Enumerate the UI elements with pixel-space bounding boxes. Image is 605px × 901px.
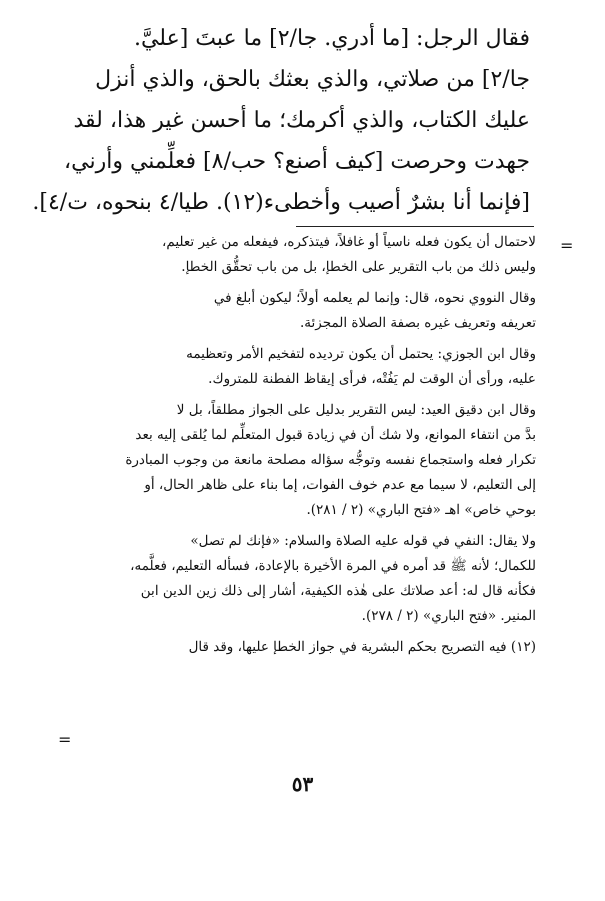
footnote-line: إلى التعليم، لا سيما مع عدم خوف الفوات، إما بناء على ظاهر الحال، أو [144,477,536,493]
footnote-paragraph-12 [60,635,536,660]
footnote-paragraph [60,286,536,336]
footnote-line: للكمال؛ لأنه ﷺ قد أمره في المرة الأخيرة بالإعادة، فسأله التعليم، فعلَّمه، [130,558,536,574]
footnote-line: المنير. «فتح الباري» (٢ / ٢٧٨). [361,608,536,624]
footnote-line: تكرار فعله واستجماع نفسه وتوجُّه سؤاله مصلحة مانعة من وجوب المبادرة [125,452,536,468]
footnote-line: وليس ذلك من باب التقرير على الخطإ، بل من باب تحقُّق الخطإ. [181,259,536,275]
main-text-line: عليك الكتاب، والذي أكرمك؛ ما أحسن غير هذا، لقد [73,108,530,133]
footnote-paragraph [60,398,536,523]
footnote-paragraph [60,342,536,392]
main-text-line: فقال الرجل: [ما أدري. جا/٢] ما عبتَ [عليَّ. [133,26,530,51]
main-text-line: جهدت وحرصت [كيف أصنع؟ حب/٨] فعلِّمني وأرني، [64,149,530,174]
main-text-line: [فإنما أنا بشرٌ أصيب وأخطىء(١٢). طيا/٤ بنحوه، ت/٤]. [32,190,530,215]
footnote-paragraph [60,230,536,280]
footnote-line: وقال ابن دقيق العيد: ليس التقرير بدليل على الجواز مطلقاً، بل لا [176,402,536,418]
footnote-line: تعريفه وتعريف غيره بصفة الصلاة المجزئة. [300,315,536,331]
footnote-separator-rule [296,226,534,227]
footnote-line: وقال النووي نحوه، قال: وإنما لم يعلمه أولاً؛ ليكون أبلغ في [213,290,536,306]
footnote-line: (١٢) فيه التصريح بحكم البشرية في جواز الخطإ عليها، وقد قال [188,639,536,655]
main-text-line: جا/٢] من صلاتي، والذي بعثك بالحق، والذي أنزل [95,67,530,92]
footnote-line: ولا يقال: النفي في قوله عليه الصلاة والسلام: «فإنك لم تصل» [190,533,536,549]
footnote-line: بدَّ من انتفاء الموانع، ولا شك أن في زيادة قبول المتعلِّم لما يُلقى إليه بعد [135,427,536,443]
footnote-line: فكأنه قال له: أعد صلاتك على هٰذه الكيفية، أشار إلى ذلك زين الدين ابن [140,583,536,599]
footnotes-block [60,230,536,666]
footnote-continuation-marker-bottom: = [58,730,72,749]
page-number: ٥٣ [291,772,314,796]
footnote-line: وقال ابن الجوزي: يحتمل أن يكون ترديده لتفخيم الأمر وتعظيمه [186,346,536,362]
footnote-paragraph [60,529,536,629]
footnote-line: بوحي خاص» اهـ «فتح الباري» (٢ / ٢٨١). [306,502,536,518]
main-text-block [32,18,530,223]
footnote-continuation-marker-top: = [560,236,574,255]
footnote-line: لاحتمال أن يكون فعله ناسياً أو غافلاً، فيتذكره، فيفعله من غير تعليم، [162,234,536,250]
footnote-line: عليه، ورأى أن الوقت لم يَفُتْه، فرأى إيقاظ الفطنة للمتروك. [208,371,536,387]
